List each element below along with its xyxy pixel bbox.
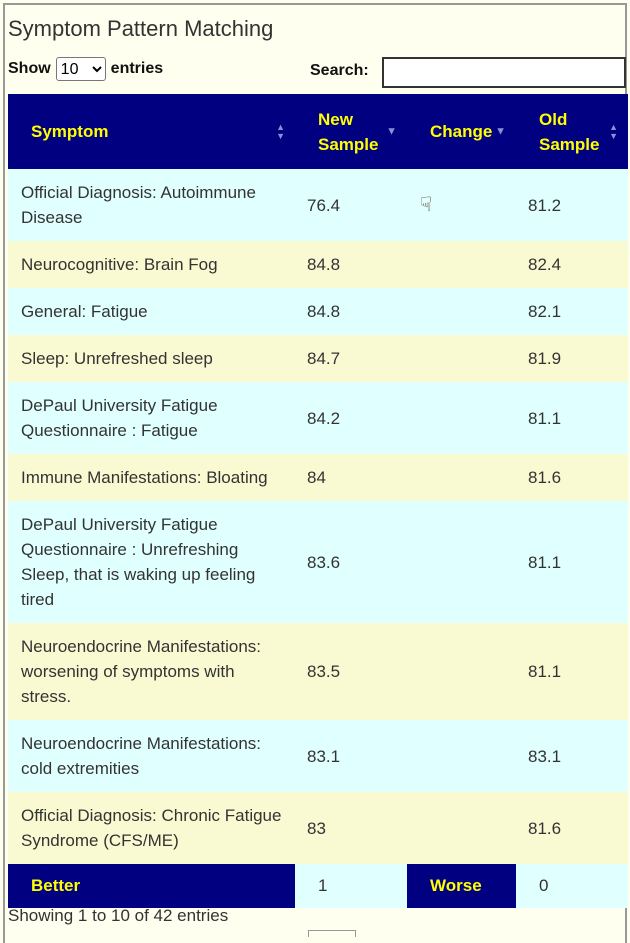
new-sample-cell: 84.8 bbox=[295, 241, 407, 288]
search-input[interactable] bbox=[382, 57, 626, 88]
worse-label: Worse bbox=[407, 864, 516, 908]
old-sample-cell: 81.2 bbox=[516, 169, 628, 241]
new-sample-cell: 83 bbox=[295, 792, 407, 864]
table-row bbox=[8, 792, 628, 864]
table-info: Showing 1 to 10 of 42 entries bbox=[8, 906, 229, 925]
column-header-change[interactable] bbox=[407, 94, 516, 169]
change-cell bbox=[407, 623, 516, 720]
old-sample-cell: 82.4 bbox=[516, 241, 628, 288]
column-header-change-label: Change bbox=[430, 122, 493, 141]
old-sample-cell: 81.1 bbox=[516, 382, 628, 454]
table-row bbox=[8, 169, 628, 241]
new-sample-cell: 83.1 bbox=[295, 720, 407, 792]
table-row bbox=[8, 454, 628, 501]
sort-both-icon: ▲ ▼ bbox=[609, 121, 618, 141]
old-sample-cell: 81.1 bbox=[516, 501, 628, 623]
sort-both-icon: ▲ ▼ bbox=[276, 121, 285, 141]
symptom-cell: Neurocognitive: Brain Fog bbox=[8, 241, 295, 288]
new-sample-cell: 76.4 bbox=[295, 169, 407, 241]
old-sample-cell: 81.6 bbox=[516, 454, 628, 501]
length-suffix: entries bbox=[110, 60, 164, 77]
symptom-cell: Immune Manifestations: Bloating bbox=[8, 454, 295, 501]
column-header-symptom[interactable] bbox=[8, 94, 295, 169]
new-sample-cell: 84.7 bbox=[295, 335, 407, 382]
change-cell bbox=[407, 382, 516, 454]
change-cell bbox=[407, 501, 516, 623]
sort-desc-icon: ▼ bbox=[386, 125, 397, 137]
new-sample-cell: 84 bbox=[295, 454, 407, 501]
old-sample-cell: 81.9 bbox=[516, 335, 628, 382]
new-sample-cell: 84.2 bbox=[295, 382, 407, 454]
symptom-cell: Official Diagnosis: Autoimmune Disease bbox=[8, 169, 295, 241]
change-cell bbox=[407, 454, 516, 501]
search-label: Search: bbox=[310, 62, 369, 79]
symptom-cell: Sleep: Unrefreshed sleep bbox=[8, 335, 295, 382]
new-sample-cell: 84.8 bbox=[295, 288, 407, 335]
change-cell bbox=[407, 792, 516, 864]
length-prefix: Show bbox=[8, 60, 51, 77]
column-header-symptom-label: Symptom bbox=[31, 122, 109, 141]
symptom-cell: DePaul University Fatigue Questionnaire : Fatigue bbox=[8, 382, 295, 454]
symptom-table bbox=[8, 94, 628, 908]
table-row bbox=[8, 382, 628, 454]
symptom-cell: Neuroendocrine Manifestations: worsening of symptoms with stress. bbox=[8, 623, 295, 720]
symptom-cell: DePaul University Fatigue Questionnaire : Unrefreshing Sleep, that is waking up feeling tired bbox=[8, 501, 295, 623]
change-cell bbox=[407, 241, 516, 288]
old-sample-cell: 81.6 bbox=[516, 792, 628, 864]
page-title: Symptom Pattern Matching bbox=[8, 16, 274, 41]
change-cell bbox=[407, 288, 516, 335]
down-hand-icon: ☟ bbox=[420, 193, 433, 216]
symptom-cell: General: Fatigue bbox=[8, 288, 295, 335]
column-header-new-label-line1: New bbox=[318, 109, 353, 129]
sort-desc-icon: ▼ bbox=[495, 125, 506, 137]
old-sample-cell: 83.1 bbox=[516, 720, 628, 792]
table-row bbox=[8, 623, 628, 720]
table-row bbox=[8, 335, 628, 382]
worse-count: 0 bbox=[516, 864, 628, 908]
column-header-new-label-line2: Sample bbox=[318, 134, 379, 154]
new-sample-cell: 83.6 bbox=[295, 501, 407, 623]
better-count: 1 bbox=[295, 864, 407, 908]
table-row bbox=[8, 720, 628, 792]
column-header-new-sample[interactable] bbox=[295, 94, 407, 169]
symptom-cell: Official Diagnosis: Chronic Fatigue Syndrome (CFS/ME) bbox=[8, 792, 295, 864]
table-row bbox=[8, 501, 628, 623]
old-sample-cell: 81.1 bbox=[516, 623, 628, 720]
new-sample-cell: 83.5 bbox=[295, 623, 407, 720]
old-sample-cell: 82.1 bbox=[516, 288, 628, 335]
entries-per-page-select[interactable] bbox=[56, 57, 106, 81]
change-cell bbox=[407, 720, 516, 792]
column-header-old-sample[interactable] bbox=[516, 94, 628, 169]
table-row bbox=[8, 241, 628, 288]
symptom-cell: Neuroendocrine Manifestations: cold extremities bbox=[8, 720, 295, 792]
entries-length-control bbox=[8, 57, 163, 81]
column-header-old-label-line1: Old bbox=[539, 109, 568, 129]
change-cell bbox=[407, 169, 516, 241]
column-header-old-label-line2: Sample bbox=[539, 134, 600, 154]
better-label: Better bbox=[8, 864, 295, 908]
table-row bbox=[8, 288, 628, 335]
change-cell bbox=[407, 335, 516, 382]
